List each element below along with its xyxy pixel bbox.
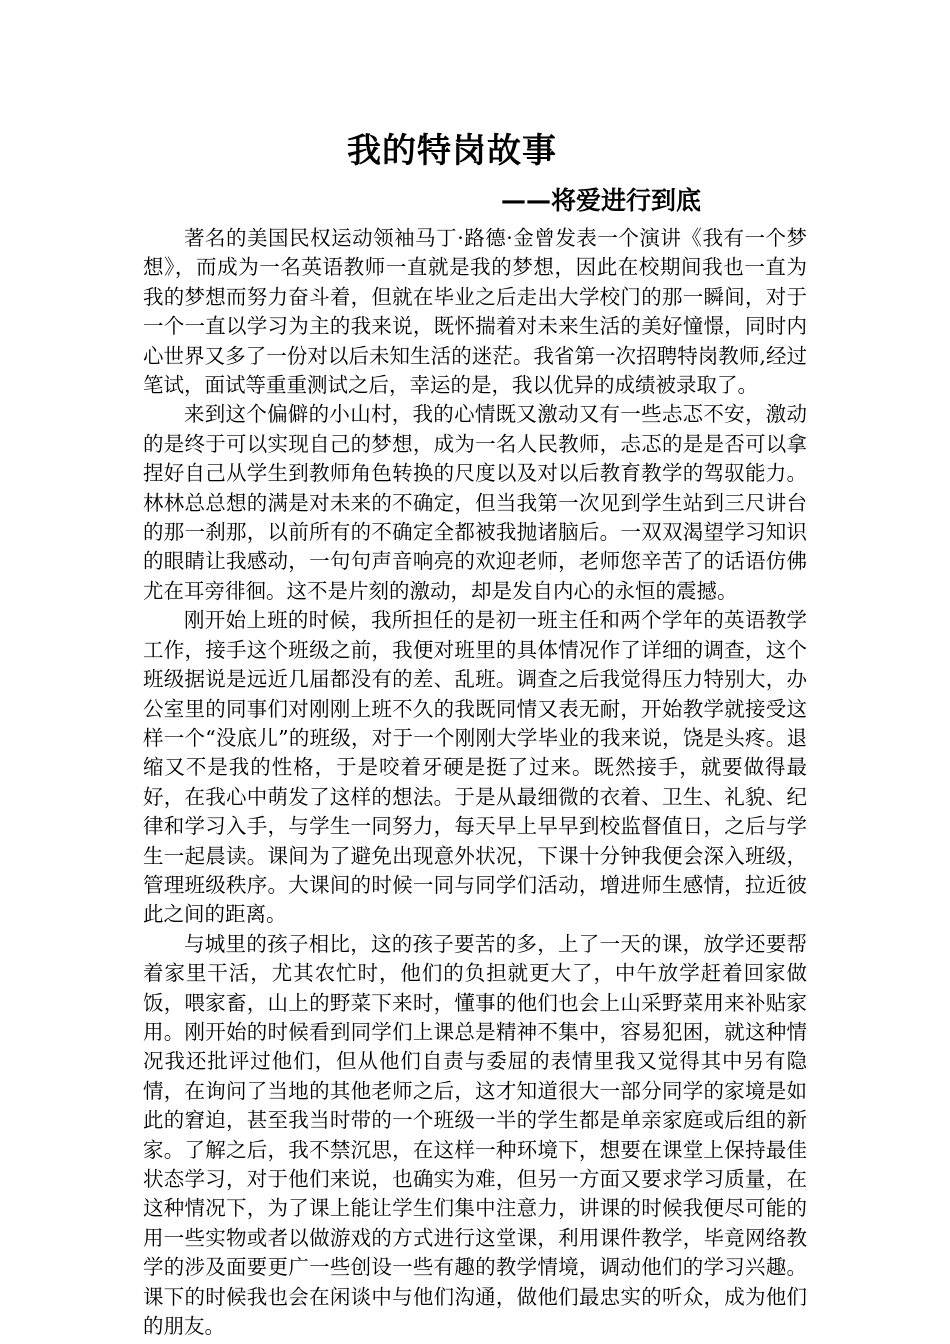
paragraph-1: 著名的美国民权运动领袖马丁·路德·金曾发表一个演讲《我有一个梦想》，而成为一名英语教师一直就是我的梦想，因此在校期间我也一直为我的梦想而努力奋斗着，但就在毕业之后走出大学校门的那一瞬间，对于一个一直以学习为主的我来说，既怀揣着对未来生活的美好憧憬，同时内心世界又多了一份对以后未知生活的迷茫。我省第一次招聘特岗教师,经过笔试，面试等重重测试之后，幸运的是，我以优异的成绩被录取了。 [143,226,807,398]
document-title: 我的特岗故事 [347,131,557,171]
paragraph-3: 刚开始上班的时候，我所担任的是初一班主任和两个学年的英语教学工作，接手这个班级之前，我便对班里的具体情况作了详细的调查，这个班级据说是远近几届都没有的差、乱班。调查之后我觉得压力特别大，办公室里的同事们对刚刚上班不久的我既同情又表无耐，开始教学就接受这样一个“没底儿”的班级，对于一个刚刚大学毕业的我来说，饶是头疼。退缩又不是我的性格，于是咬着牙硬是挺了过来。既然接手，就要做得最好，在我心中萌发了这样的想法。于是从最细微的衣着、卫生、礼貌、纪律和学习入手，与学生一同努力，每天早上早早到校监督值日，之后与学生一起晨读。课间为了避免出现意外状况，下课十分钟我便会深入班级，管理班级秩序。大课间的时候一同与同学们活动，增进师生感情，拉近彼此之间的距离。 [143,608,807,927]
paragraph-4: 与城里的孩子相比，这的孩子要苦的多，上了一天的课，放学还要帮着家里干活，尤其农忙时，他们的负担就更大了，中午放学赶着回家做饭，喂家畜，山上的野菜下来时，懂事的他们也会上山采野菜用来补贴家用。刚开始的时候看到同学们上课总是精神不集中，容易犯困，就这种情况我还批评过他们，但从他们自责与委屈的表情里我又觉得其中另有隐情，在询问了当地的其他老师之后，这才知道很大一部分同学的家境是如此的窘迫，甚至我当时带的一个班级一半的学生都是单亲家庭或后组的新家。了解之后，我不禁沉思，在这样一种环境下，想要在课堂上保持最佳状态学习，对于他们来说，也确实为难，但另一方面又要求学习质量，在这种情况下，为了课上能让学生们集中注意力，讲课的时候我便尽可能的用一些实物或者以做游戏的方式进行这堂课，利用课件教学，毕竟网络教学的涉及面要更广一些创设一些有趣的教学情境，调动他们的学习兴趣。课下的时候我也会在闲谈中与他们沟通，做他们最忠实的听众，成为他们的朋友。 [143,931,807,1339]
document-page [143,0,807,1344]
paragraph-2: 来到这个偏僻的小山村，我的心情既又激动又有一些忐忑不安，激动的是终于可以实现自己的梦想，成为一名人民教师，忐忑的是是否可以拿捏好自己从学生到教师角色转换的尺度以及对以后教育教学的驾驭能力。林林总总想的满是对未来的不确定，但当我第一次见到学生站到三尺讲台的那一刹那，以前所有的不确定全都被我抛诸脑后。一双双渴望学习知识的眼睛让我感动，一句句声音响亮的欢迎老师，老师您辛苦了的话语仿佛尤在耳旁徘徊。这不是片刻的激动，却是发自内心的永恒的震撼。 [143,402,807,603]
document-subtitle: ——将爱进行到底 [501,186,702,215]
document-body [143,224,807,1341]
